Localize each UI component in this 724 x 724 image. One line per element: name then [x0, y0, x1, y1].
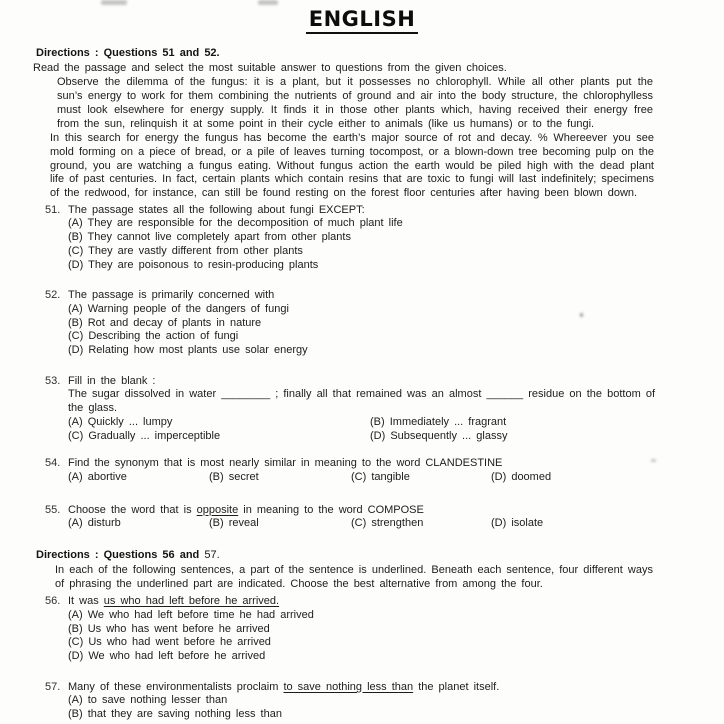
question-text: Many of these environmentalists proclaim to save nothing less than the planet itself. [68, 680, 500, 693]
underlined-phrase: us who had left before he arrived. [103, 595, 280, 608]
page-title: ENGLISH [306, 7, 419, 34]
underlined-phrase: to save nothing less than [283, 680, 414, 693]
option: (B) Immediately ... fragrant [370, 415, 507, 428]
option: (B) that they are saving nothing less than [68, 708, 282, 721]
directions-56-57-heading: Directions : Questions 56 and 57. [36, 549, 220, 562]
option: (B) reveal [209, 517, 259, 530]
question-text: Fill in the blank : [68, 374, 156, 387]
question-56 [0, 595, 724, 664]
option: (D) Relating how most plants use solar energy [68, 344, 308, 357]
scan-artifact [101, 0, 127, 5]
option: (D) Subsequently ... glassy [370, 429, 508, 442]
option: (A) Warning people of the dangers of fungi [68, 302, 289, 315]
question-55 [0, 504, 724, 531]
directions-51-52-heading: Directions : Questions 51 and 52. [36, 47, 220, 59]
directions-56-57-body: In each of the following sentences, a part of the sentence is underlined. Beneath each sentence, four different ways of phrasing the underlined part are indicated. Choose the best alternative from among the four. [55, 563, 653, 590]
option: (A) to save nothing lesser than [68, 694, 228, 707]
option: (A) Quickly ... lumpy [68, 415, 173, 428]
option: (B) Us who has went before he arrived [68, 622, 270, 635]
option: (D) isolate [491, 517, 544, 530]
question-57 [0, 681, 724, 722]
option: (C) They are vastly different from other plants [68, 244, 303, 257]
question-53 [0, 375, 724, 444]
question-text: Choose the word that is opposite in meaning to the word COMPOSE [68, 503, 424, 516]
underlined-word: opposite [196, 503, 239, 516]
option: (C) tangible [351, 470, 410, 483]
title-row [0, 0, 724, 34]
question-number: 52. [45, 289, 61, 302]
scan-artifact [580, 313, 583, 317]
question-number: 53. [45, 374, 61, 387]
question-number: 54. [45, 457, 61, 470]
option: (A) They are responsible for the decomposition of much plant life [68, 217, 403, 230]
directions-51-52-intro: Read the passage and select the most suitable answer to questions from the given choices. [33, 61, 507, 74]
passage-paragraph-2: In this search for energy the fungus has become the earth’s major source of rot and decay. % Whereever you see mold forming on a piece of bread, or a pile of leaves turning tocompost, or a blown-down tree becoming pulp on the ground, you are watching a fungus eating. Without fungus action the earth would be piled high with the dead plant life of past centuries. In fact, certain plants which contain resins that are toxic to fungi will last indefinitely; specimens of the redwood, for instance, can still be found resting on the forest floor centuries after having been blown down. [50, 132, 654, 200]
question-number: 51. [45, 203, 61, 216]
question-54 [0, 457, 724, 484]
option: (D) They are poisonous to resin-producing plants [68, 258, 319, 271]
question-number: 57. [45, 680, 61, 693]
question-text: The passage is primarily concerned with [68, 289, 275, 302]
question-51 [0, 204, 724, 273]
scan-artifact [258, 0, 278, 5]
question-text: It was us who had left before he arrived. [68, 595, 280, 608]
question-text: The passage states all the following about fungi EXCEPT: [68, 203, 365, 216]
option: (C) strengthen [351, 517, 424, 530]
option: (A) We who had left before time he had arrived [68, 608, 314, 621]
option: (C) Describing the action of fungi [68, 330, 239, 343]
question-52 [0, 289, 724, 358]
option: (C) Us who had went before he arrived [68, 636, 271, 649]
option: (A) disturb [68, 517, 121, 530]
question-number: 56. [45, 595, 61, 608]
fill-blank-sentence: The sugar dissolved in water ________ ; finally all that remained was an almost ______ residue on the bottom of the glass. [68, 388, 655, 415]
option: (C) Gradually ... imperceptible [68, 429, 221, 442]
option: (B) Rot and decay of plants in nature [68, 316, 262, 329]
option: (A) abortive [68, 470, 127, 483]
option: (B) They cannot live completely apart from other plants [68, 231, 351, 244]
scan-artifact [651, 459, 656, 462]
option: (B) secret [209, 470, 259, 483]
question-text: Find the synonym that is most nearly similar in meaning to the word CLANDESTINE [68, 457, 503, 470]
passage-paragraph-1: Observe the dilemma of the fungus: it is a plant, but it possesses no chlorophyll. While all other plants put the sun’s energy to work for them combining the nutrients of ground and air into the body structure, the chlorophylless must look elsewhere for energy supply. It finds it in those other plants which, having received their energy free from the sun, relinquish it at some point in their cycle either to animals (like us humans) or to the fungi. [57, 76, 653, 130]
option: (D) We who had left before he arrived [68, 650, 266, 663]
question-number: 55. [45, 503, 61, 516]
option: (D) doomed [491, 470, 552, 483]
